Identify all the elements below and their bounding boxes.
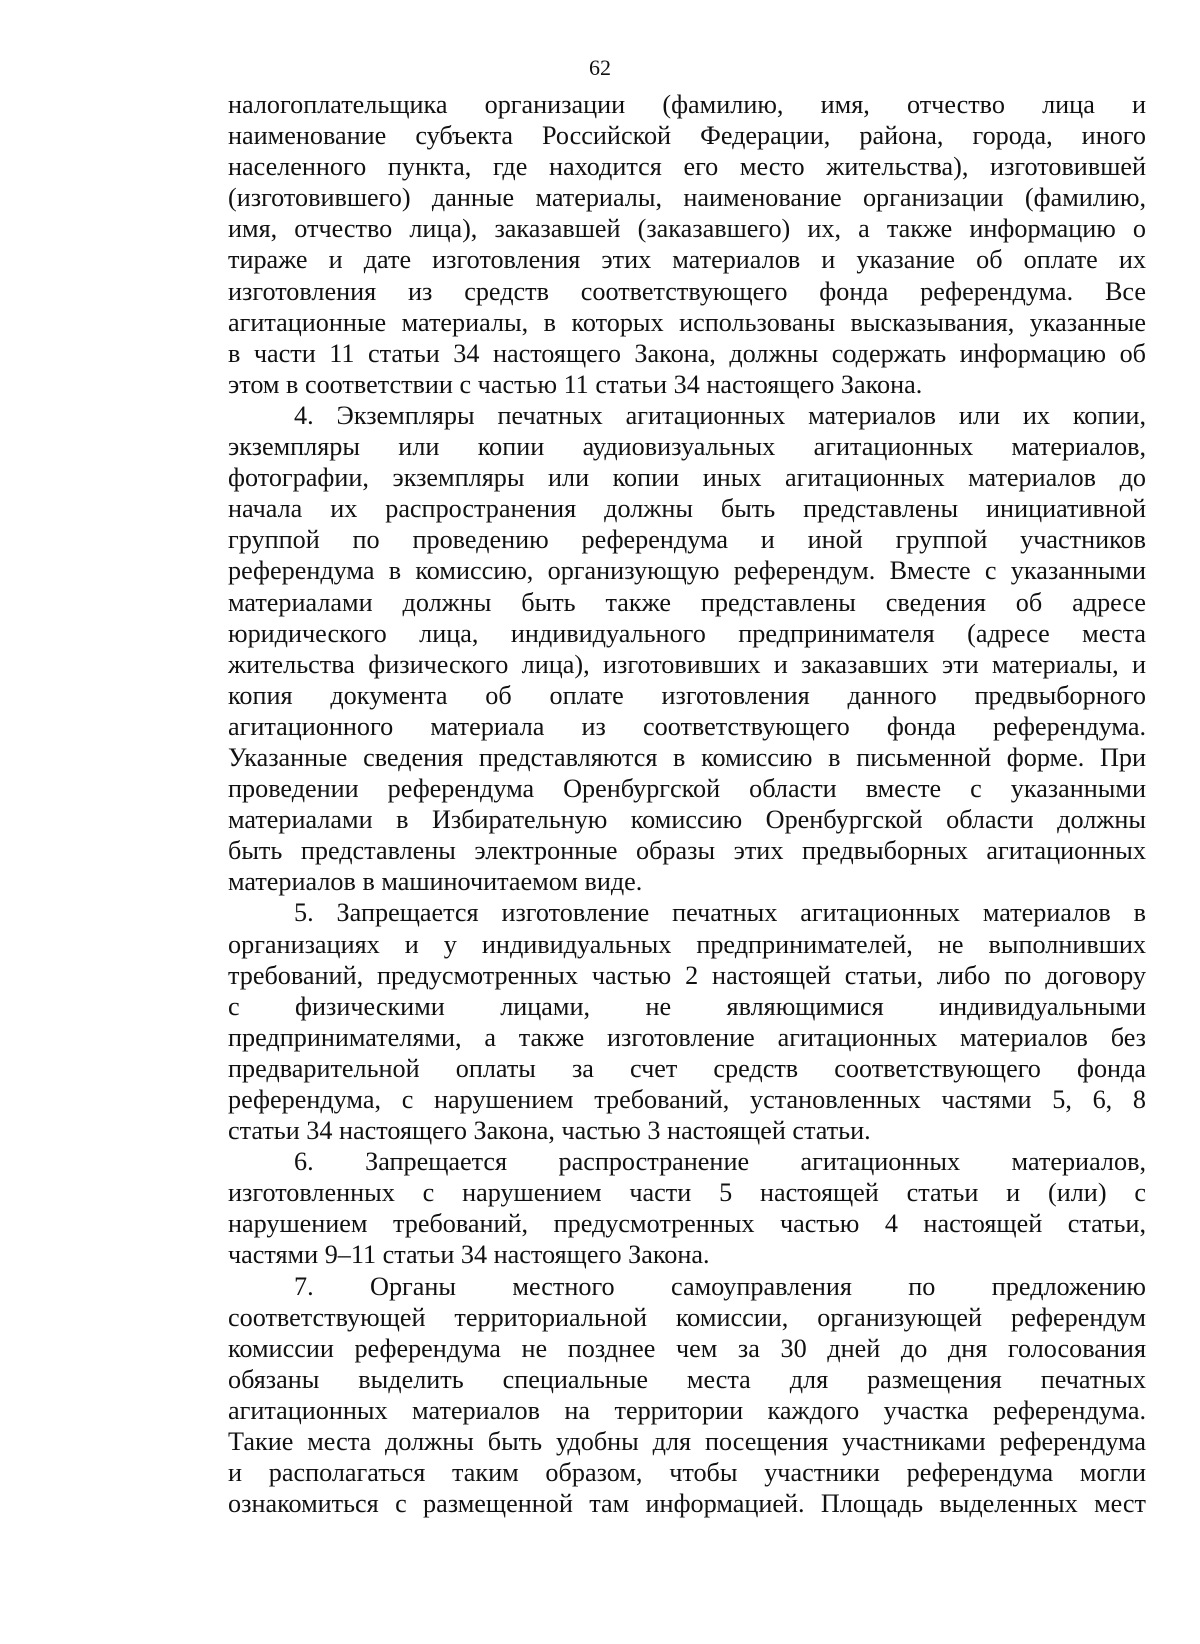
paragraph-1: [228, 89, 1146, 400]
text-line: 6. Запрещается распространение агитационных материалов,: [294, 1147, 1146, 1177]
text-line: населенного пункта, где находится его место жительства), изготовившей: [228, 152, 1146, 182]
text-line: фотографии, экземпляры или копии иных агитационных материалов до: [228, 463, 1146, 493]
text-line: статьи 34 настоящего Закона, частью 3 настоящей статьи.: [228, 1116, 871, 1146]
text-line: предварительной оплаты за счет средств соответствующего фонда: [228, 1053, 1146, 1083]
text-line: нарушением требований, предусмотренных частью 4 настоящей статьи,: [228, 1209, 1146, 1239]
text-line: Такие места должны быть удобны для посещения участниками референдума: [228, 1427, 1146, 1457]
text-line: комиссии референдума не позднее чем за 30 дней до дня голосования: [228, 1333, 1146, 1363]
text-line: 7. Органы местного самоуправления по предложению: [294, 1271, 1146, 1301]
text-line: имя, отчество лица), заказавшей (заказавшего) их, а также информацию о: [228, 214, 1146, 244]
text-line: референдума, с нарушением требований, установленных частями 5, 6, 8: [228, 1085, 1146, 1114]
text-line: начала их распространения должны быть представлены инициативной: [228, 494, 1146, 524]
text-line: референдума в комиссию, организующую референдум. Вместе с указанными: [228, 556, 1146, 586]
text-line: соответствующей территориальной комиссии, организующей референдум: [228, 1302, 1146, 1332]
text-line: (изготовившего) данные материалы, наименование организации (фамилию,: [228, 183, 1146, 213]
paragraph-4: [228, 1146, 1146, 1270]
text-line: копия документа об оплате изготовления данного предвыборного: [228, 680, 1146, 710]
text-line: ознакомиться с размещенной там информацией. Площадь выделенных мест: [228, 1489, 1146, 1519]
text-line: проведении референдума Оренбургской области вместе с указанными: [228, 774, 1146, 804]
text-line: 4. Экземпляры печатных агитационных материалов или их копии,: [294, 400, 1146, 430]
text-line: обязаны выделить специальные места для размещения печатных: [228, 1364, 1146, 1394]
text-line: изготовления из средств соответствующего фонда референдума. Все: [228, 276, 1146, 306]
text-line: Указанные сведения представляются в комиссию в письменной форме. При: [228, 742, 1146, 772]
paragraph-2: [228, 400, 1146, 898]
document-body: [228, 89, 1146, 1519]
text-line: агитационных материалов на территории каждого участка референдума.: [228, 1395, 1146, 1425]
text-line: агитационного материала из соответствующего фонда референдума.: [228, 711, 1146, 741]
text-line: тираже и дате изготовления этих материалов и указание об оплате их: [228, 245, 1146, 275]
text-line: с физическими лицами, не являющимися индивидуальными: [228, 991, 1146, 1021]
text-line: жительства физического лица), изготовивших и заказавших эти материалы, и: [228, 649, 1146, 679]
text-line: налогоплательщика организации (фамилию, имя, отчество лица и: [228, 90, 1146, 119]
text-line: агитационные материалы, в которых использованы высказывания, указанные: [228, 307, 1146, 337]
text-line: юридического лица, индивидуального предпринимателя (адресе места: [228, 618, 1146, 648]
text-line: предпринимателями, а также изготовление агитационных материалов без: [228, 1022, 1146, 1052]
text-line: частями 9–11 статьи 34 настоящего Закона.: [228, 1240, 710, 1270]
text-line: наименование субъекта Российской Федерации, района, города, иного: [228, 121, 1146, 151]
text-line: изготовленных с нарушением части 5 настоящей статьи и (или) с: [228, 1178, 1146, 1208]
page-number: 62: [589, 55, 611, 80]
text-line: организациях и у индивидуальных предпринимателей, не выполнивших: [228, 929, 1146, 959]
text-line: группой по проведению референдума и иной группой участников: [228, 525, 1146, 555]
text-line: требований, предусмотренных частью 2 настоящей статьи, либо по договору: [228, 960, 1146, 990]
text-line: 5. Запрещается изготовление печатных агитационных материалов в: [294, 898, 1146, 928]
text-line: и располагаться таким образом, чтобы участники референдума могли: [228, 1458, 1146, 1488]
text-line: материалов в машиночитаемом виде.: [228, 867, 643, 897]
text-line: материалами должны быть также представлены сведения об адресе: [228, 587, 1146, 617]
text-line: материалами в Избирательную комиссию Оренбургской области должны: [228, 805, 1146, 835]
text-line: этом в соответствии с частью 11 статьи 34 настоящего Закона.: [228, 369, 923, 399]
text-line: экземпляры или копии аудиовизуальных агитационных материалов,: [228, 432, 1146, 462]
paragraph-5: [228, 1271, 1146, 1520]
text-line: быть представлены электронные образы этих предвыборных агитационных: [228, 836, 1146, 866]
text-line: в части 11 статьи 34 настоящего Закона, должны содержать информацию об: [228, 338, 1146, 368]
paragraph-3: [228, 897, 1146, 1146]
